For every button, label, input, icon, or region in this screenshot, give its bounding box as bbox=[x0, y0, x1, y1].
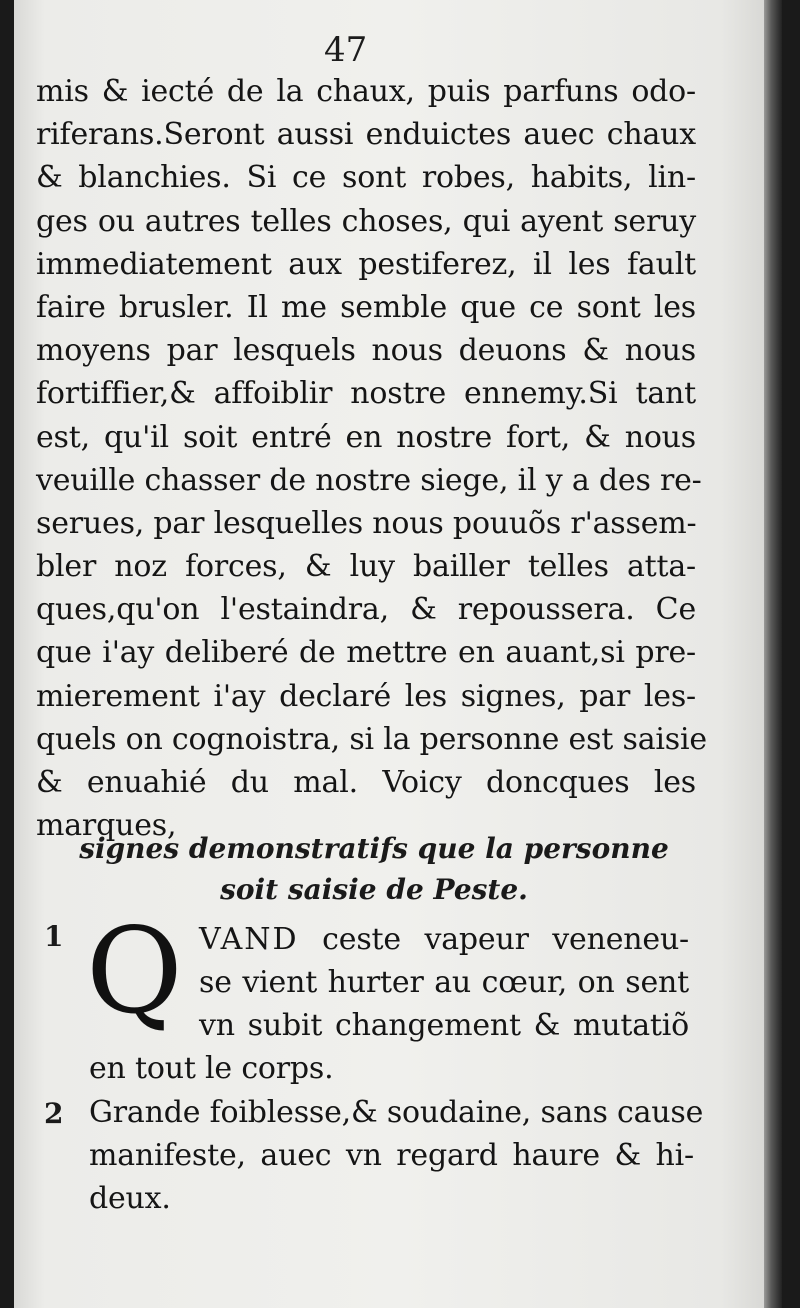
item-1-text bbox=[199, 918, 689, 1048]
item-line: manifeste, auec vn regard haure & hi- bbox=[89, 1138, 694, 1174]
item-line: vn subit changement & mutatiõ bbox=[199, 1008, 689, 1044]
section-heading-line: soit saisie de Peste. bbox=[220, 873, 528, 906]
body-line: que i'ay deliberé de mettre en auant,si pre- bbox=[36, 635, 696, 671]
book-page bbox=[14, 0, 782, 1308]
body-line: serues, par lesquelles nous pouuõs r'assem- bbox=[36, 505, 697, 541]
body-line: mierement i'ay declaré les signes, par les- bbox=[36, 678, 696, 714]
body-line: moyens par lesquels nous deuons & nous bbox=[36, 333, 696, 369]
item-line: se vient hurter au cœur, on sent bbox=[199, 965, 689, 1001]
item-line: deux. bbox=[89, 1181, 171, 1217]
body-line: faire brusler. Il me semble que ce sont les bbox=[36, 289, 696, 325]
body-line: fortiffier,& affoiblir nostre ennemy.Si tant bbox=[36, 376, 696, 412]
body-line: bler noz forces, & luy bailler telles atta- bbox=[36, 549, 696, 585]
page-edge-shadow bbox=[764, 0, 782, 1308]
item-1-text-continued bbox=[89, 1047, 689, 1090]
item-2-text bbox=[89, 1091, 704, 1221]
body-line: & enuahié du mal. Voicy doncques les bbox=[36, 765, 696, 800]
body-line: ques,qu'on l'estaindra, & repoussera. Ce bbox=[36, 592, 696, 628]
drop-cap: Q bbox=[86, 902, 183, 1040]
body-line: est, qu'il soit entré en nostre fort, & nous bbox=[36, 419, 696, 455]
item-number: 2 bbox=[44, 1097, 64, 1130]
body-line: mis & iecté de la chaux, puis parfuns odo- bbox=[36, 74, 696, 109]
body-line: marques, bbox=[36, 808, 177, 844]
item-number: 1 bbox=[44, 920, 64, 953]
body-line: ges ou autres telles choses, qui ayent seruy bbox=[36, 203, 696, 239]
item-first-word: VAND bbox=[199, 922, 299, 957]
body-line: quels on cognoistra, si la personne est saisie bbox=[36, 721, 707, 757]
body-line: veuille chasser de nostre siege, il y a des re- bbox=[36, 462, 702, 498]
body-line: immediatement aux pestiferez, il les fault bbox=[36, 246, 696, 282]
item-line: en tout le corps. bbox=[89, 1051, 334, 1086]
item-line bbox=[199, 918, 689, 961]
body-line: riferans.Seront aussi enduictes auec chaux bbox=[36, 117, 696, 153]
item-line-rest: ceste vapeur veneneu- bbox=[322, 922, 689, 957]
section-heading-line: signes demonstratifs que la personne bbox=[79, 832, 669, 865]
page-number: 47 bbox=[324, 30, 368, 70]
item-line: Grande foiblesse,& soudaine, sans cause bbox=[89, 1095, 704, 1130]
body-line: & blanchies. Si ce sont robes, habits, lin- bbox=[36, 160, 696, 196]
body-text bbox=[36, 70, 707, 847]
